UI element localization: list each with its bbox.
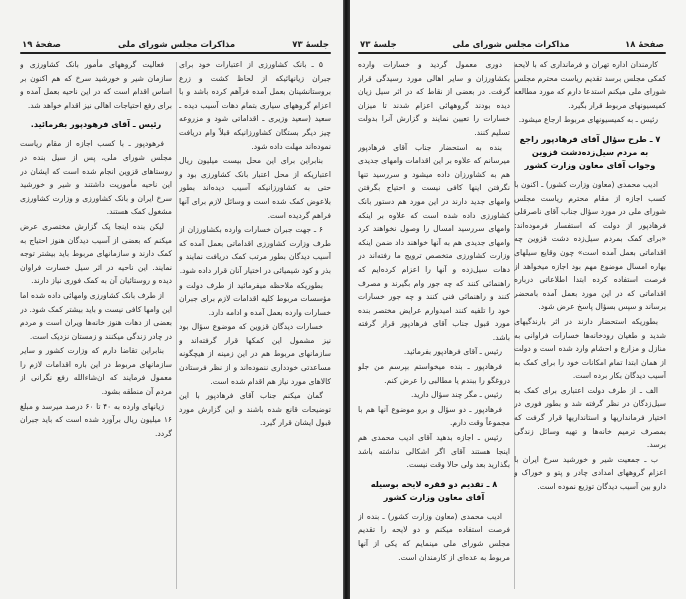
session-number: جلسهٔ ۷۳ [292,40,329,50]
journal-title: مذاکرات مجلس شورای ملی [118,40,236,50]
text-column-right [514,58,666,591]
header-rule [358,52,666,54]
section-heading: ۸ ـ تقدیم دو فقره لایحه بوسیله آقای معاون وزارت کشور [370,478,498,502]
paragraph: گمان میکنم جناب آقای فرهادپور با این توضیحات قانع شده باشند و این گزارش مورد قبول ایشان قرار گیرد. [179,391,331,428]
page-header [22,36,329,50]
paragraph: خسارات دیدگان قزوین که موضوع سؤال بود نیز مشمول این کمکها قرار گرفته‌اند و سازمانهای مربوط هم در این زمینه از هیچگونه مساعدتی خودداری ننموده‌اند و از نظر فرستادن کالاهای مورد نیاز هم اقدام شده است. [179,322,331,386]
page-number: صفحهٔ ۱۹ [22,40,61,50]
paragraph: رئیس ـ مگر چند سؤال دارید. [410,390,502,400]
paragraph: دوری معمول گردید و خسارات وارده بکشاورزان و سایر اهالی مورد رسیدگی قرار گرفت. در بعضی از نقاط که در اثر سیل زیان دیده بودند گروههائی اعزام شدند تا میزان خسارات را تعیین نمایند و گزارش آنرا بدولت تسلیم کنند. [358,60,510,137]
page-number: صفحهٔ ۱۸ [625,40,664,50]
paragraph: رئیس ـ آقای فرهادپور بفرمائید. [403,347,502,357]
paragraph: لیکن بنده اینجا یک گزارش مختصری عرض میکنم که بعضی از آسیب دیدگان هنوز احتیاج به کمک دارند و سازمانهای مربوط باید بیشتر توجه نمایند. این ناحیه در اثر سیل خسارت فراوان دیده و روستائیان آن به کمک فوری نیاز دارند. [20,221,172,286]
paragraph: زیانهای وارده به ۴۰ تا ۶۰ درصد میرسد و مبلغ ۱۶ میلیون ریال برآورد شده است که باید جبران گردد. [20,401,172,438]
paragraph: کارمندان اداره تهران و فرمانداری که با لایحه کمکی مجلس برسد تقدیم ریاست محترم مجلس شورای ملی میکنم استدعا دارم که مورد مطالعه کمیسیونهای مربوط قرار بگیرد. [514,60,666,110]
paragraph: بنده به استحضار جناب آقای فرهادپور میرسانم که علاوه بر این اقدامات وامهای جدیدی هم به کشاورزان داده میشود و سررسید تنها نگرفتن اینها کافی نیست و احتیاج بگرفتن وامهای جدید دارند در این مورد هم دستور بانک کشاورزی داده شده است که علاوه بر اینکه وامهای سررسید امسال را وصول نخواهند کرد وامهای جدیدی هم به آنها خواهند داد ضمن اینکه وزارت کشاورزی متخصص ترویج ما رفته‌اند در دهات سیل‌زده و آنها را اعزام کرده‌ایم که راهنمائی کنند که چه جور وام بگیرند و مصرف کنند و راهنمائی فنی کنند و چه جور خسارات خود را تلفیه کنند امیدوارم عرایض مختصر بنده مورد قبول جناب آقای فرهادپور قرار گرفته باشد. [358,142,510,342]
book-spine [343,0,350,599]
paragraph: رئیس ـ به کمیسیونهای مربوط ارجاع میشود. [518,115,658,125]
header-rule [20,52,331,54]
paragraph: ب ـ جمعیت شیر و خورشید سرخ ایران با اعزام گروههای امدادی چادر و پتو و خوراک و دارو بین آسیب دیدگان توزیع نموده است. [514,454,666,492]
journal-title: مذاکرات مجلس شورای ملی [452,40,570,50]
paragraph: ادیب محمدی (معاون وزارت کشور) ـ اکنون با کسب اجازه از مقام محترم ریاست مجلس شورای ملی در مورد سؤال جناب آقای ناصرقلی فرهادپور از دولت که استفسار فرموده‌اند: «برای کمک بمردم سیل‌زده دشت قزوین چه اقداماتی بعمل آمده است» چون وقایع سیلهای بهاره امسال موضوع مهم بود اجازه میخواهد از فرصت استفاده کرده ابتدا اطلاعاتی درباره اقداماتی که در این مورد بعمل آمده بامحضر برساند و سپس بسؤال پاسخ عرض شود. [514,179,666,312]
session-number: جلسهٔ ۷۳ [360,40,397,50]
section-heading: ۷ ـ طرح سؤال آقای فرهادپور راجع به مردم سیل‌زده‌دشت قزوین وجواب آقای معاون وزارت کشور [519,133,661,170]
paragraph: الف ـ از طرف دولت اعتباری برای کمک به سیل‌زدگان در نظر گرفته شد و بطور فوری در اختیار فرمانداریها و استانداریها قرار گرفت که بمصرف ترمیم خانه‌ها و تهیه وسائل زندگی برسد. [514,385,666,450]
paragraph: رئیس ـ اجازه بدهید آقای ادیب محمدی هم اینجا هستند آقای اگر اشکالی نداشته باشد بگذارید بعد ولی حالا وقت نیست. [358,433,510,470]
text-column-right [179,58,331,591]
paragraph: ادیب محمدی (معاون وزارت کشور) ـ بنده از فرصت استفاده میکنم و دو لایحه را تقدیم مجلس شورای ملی مینمایم که یکی از آنها مربوط به عده‌ای از کارمندان است. [358,511,510,562]
section-heading: رئیس ـ آقای فرهودپور بفرمائید. [30,119,162,130]
paragraph: بنابراین تقاضا دارم که وزارت کشور و سایر سازمانهای مربوط در این باره اقدامات لازم را معمول فرمایند که ان‌شاءالله رفع نگرانی از مردم آن منطقه بشود. [20,346,172,397]
column-divider [176,62,177,589]
paragraph: ۶ ـ جهت جبران خسارات وارده بکشاورزان از طرف وزارت کشاورزی اقداماتی بعمل آمده که آسیب دیدگان بطور مرتب کمک دریافت نمایند و بذر و کود شیمیائی در اختیار آنان قرار داده شود. [179,225,331,275]
paragraph: فرهادپور ـ دو سؤال و برو موضوع آنها هم با مجموعاً وقت دارم. [358,404,510,428]
text-column-left [358,58,510,591]
right-page [350,0,686,599]
paragraph: فرهودپور ـ با کسب اجازه از مقام ریاست مجلس شورای ملی، پس از سیل بنده در روستاهای قزوین انجام شده است که ایشان در این ناحیه مأموریت داشتند و شیر و خورشید سرخ ایران و بانک کشاورزی و وزارت کشاورزی مشغول کمک هستند. [20,139,172,217]
paragraph: بنابراین برای این محل بیست میلیون ریال اعتباریکه از محل اعتبار بانک کشاورزی بود و حتی به کشاورزانیکه آسیب دیده‌اند بطور بلاعوض کمک شده است و وسائل لازم برای آنها فراهم گردیده است. [179,156,331,220]
paragraph: فعالیت گروههای مأمور بانک کشاورزی و سازمان شیر و خورشید سرخ که هم اکنون بر اساس اقدام است که در این ناحیه بعمل آمده و برای رفع احتیاجات اهالی نیز اقدام خواهد شد. [20,60,172,110]
paragraph: از طرف بانک کشاورزی وامهائی داده شده اما این وامها کافی نیست و باید بیشتر کمک شود. در بعضی از دهات هنوز خانه‌ها ویران است و مردم در چادر زندگی میکنند و زمستان نزدیک است. [20,290,172,341]
paragraph: بطوریکه استحضار دارند در اثر بارندگیهای شدید و طغیان رودخانه‌ها خسارات فراوانی به منازل و مزارع و احشام وارد شده است و دولت از همان ابتدا تمام امکانات خود را برای کمک به آسیب دیدگان بکار برده است. [514,316,666,381]
page-header [360,36,664,50]
text-column-left [20,58,172,591]
paragraph: بطوریکه ملاحظه میفرمائید از طرف دولت و مؤسسات مربوط کلیه اقدامات لازم برای جبران خسارات وارده بعمل آمده و ادامه دارد. [179,280,331,317]
paragraph: ۵ ـ بانک کشاورزی از اعتبارات خود برای جبران زیانهائیکه از لحاظ کشت و زرع بروستانشینان بعمل آمده فرآهم کرده باشد و با اعزام گروههای سیاری بتمام دهات آسیب دیده ـ سعید (سعید وزیری ـ اقداماتی شود و مزروعه چیز دیگر بستگان کشاورزانیکه قبلاً وام دریافت نموده‌اند مهلت داده شود. [179,60,331,151]
paragraph: فرهادپور ـ بنده میخواستم بپرسم من جلو دروغگو را ببندم یا مطالبی را عرض کنم. [358,362,510,385]
